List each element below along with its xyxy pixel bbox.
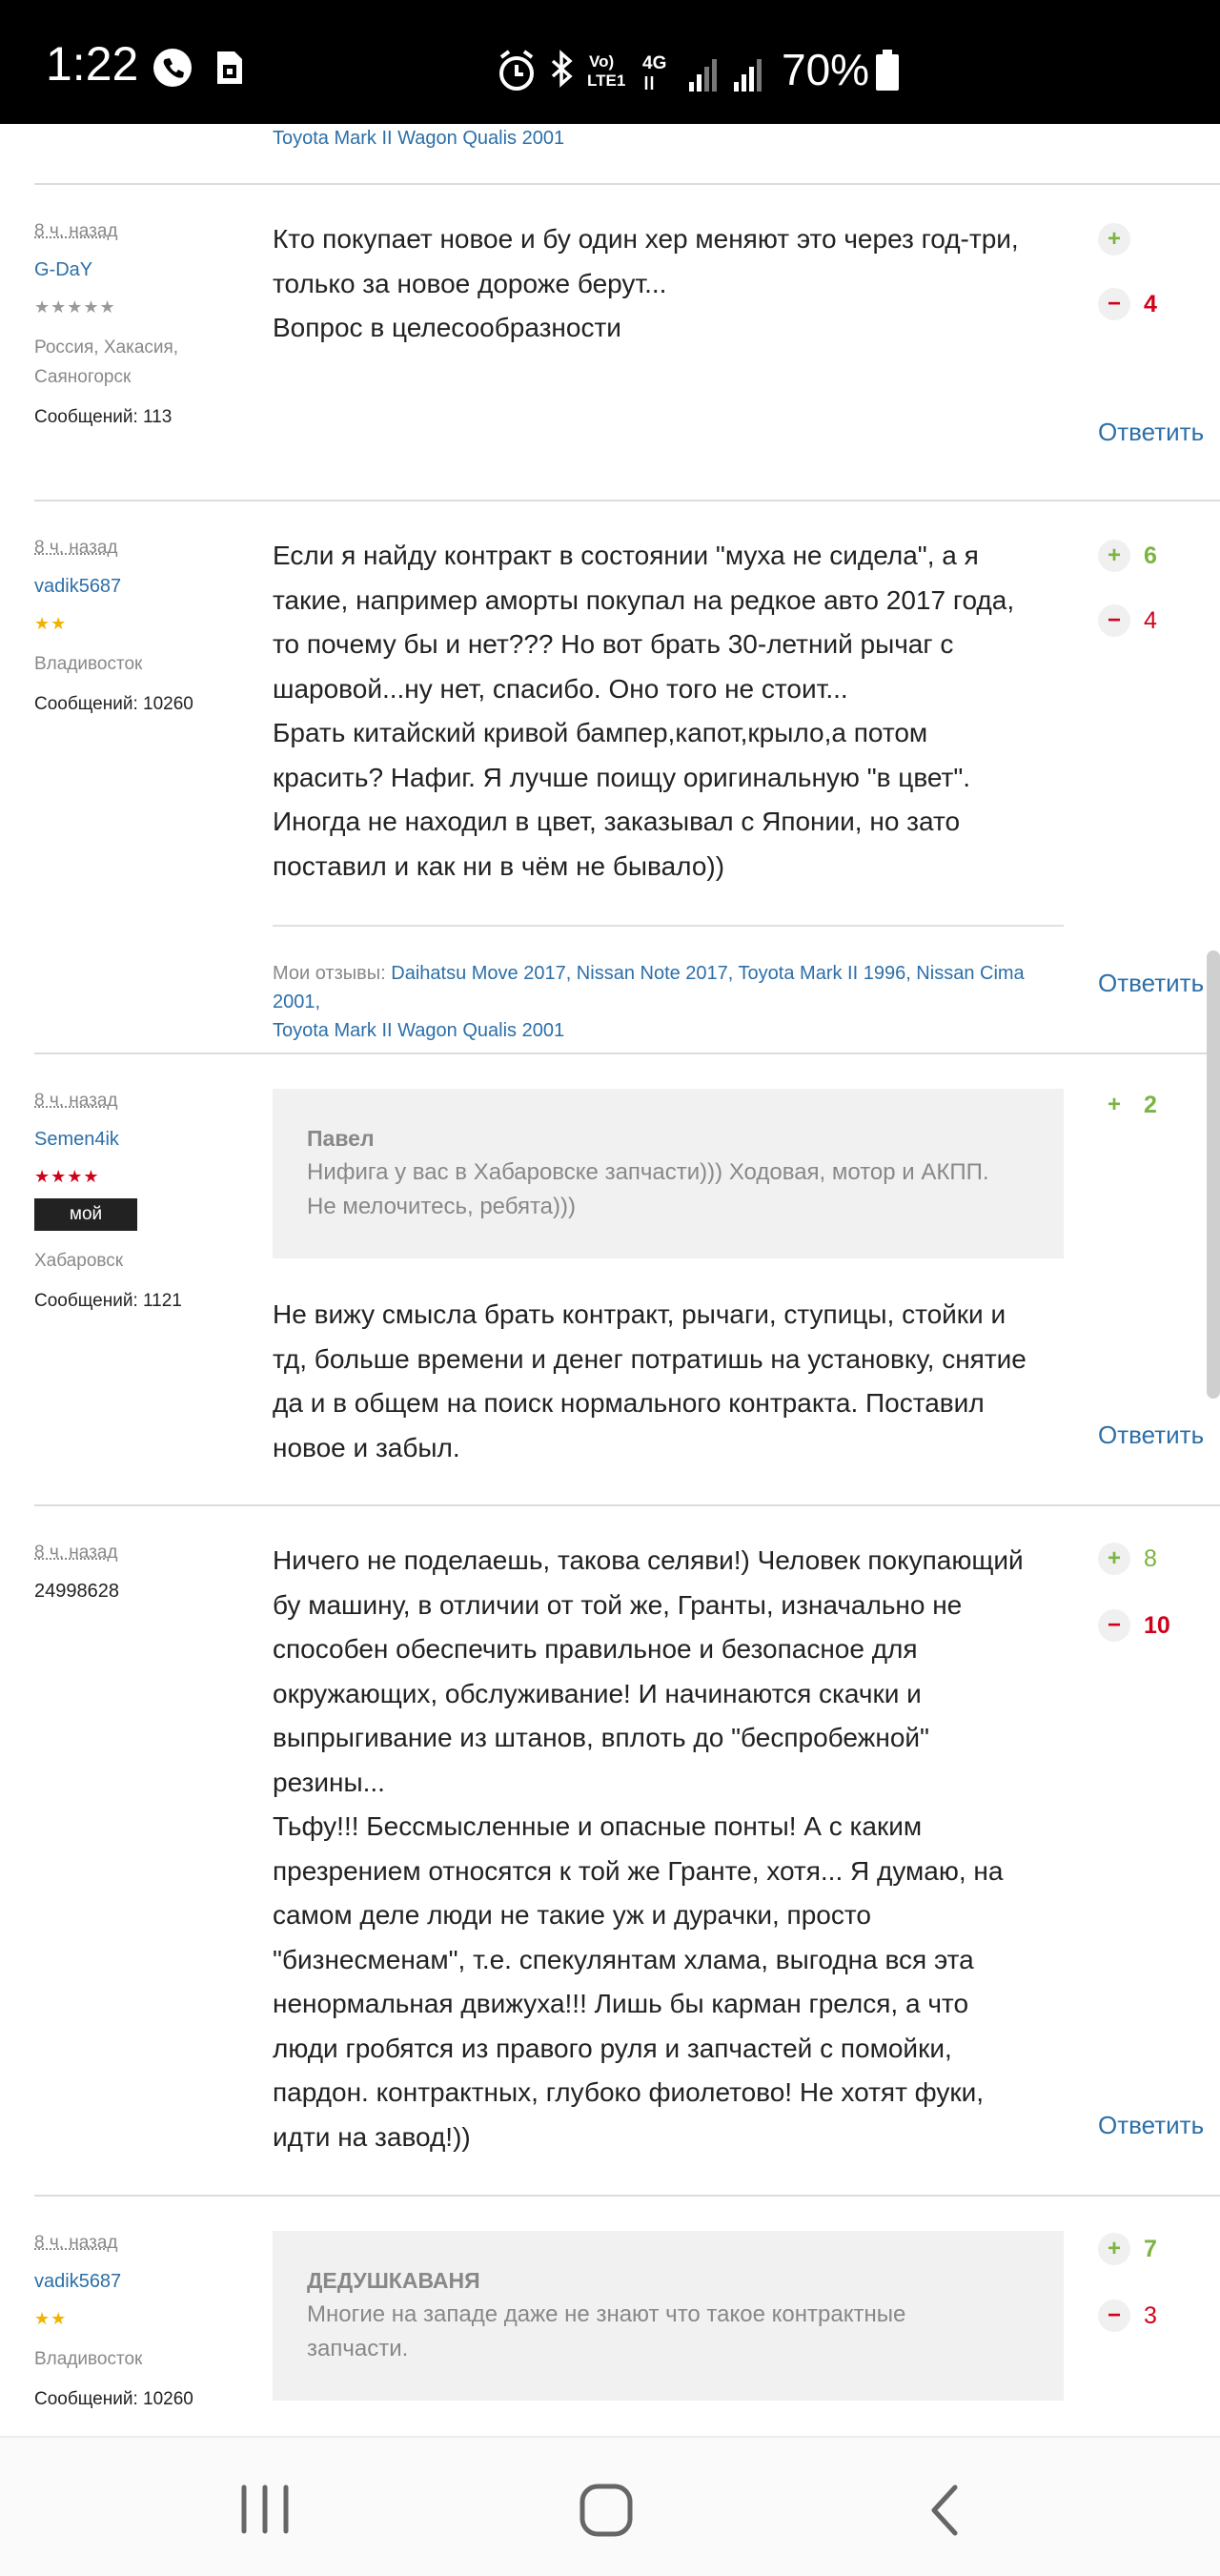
downvote-count: 10	[1144, 1612, 1170, 1639]
battery-icon	[875, 50, 900, 92]
message-count: Сообщений: 10260	[34, 2389, 193, 2409]
divider	[34, 1053, 1220, 1054]
home-icon[interactable]	[568, 2472, 644, 2548]
author-location: Владивосток	[34, 654, 143, 674]
downvote-count: 3	[1144, 2302, 1157, 2329]
svg-text:LTE1: LTE1	[587, 72, 626, 90]
reviews-divider	[273, 925, 1064, 927]
comment-time[interactable]: 8 ч. назад	[34, 1091, 118, 1111]
status-bar	[0, 0, 1220, 124]
message-count: Сообщений: 10260	[34, 694, 193, 714]
my-reviews	[273, 959, 1064, 1045]
upvote-count: 8	[1144, 1545, 1157, 1572]
divider	[34, 2195, 1220, 2197]
comment-text: Кто покупает новое и бу один хер меняют это через год-три, только за новое дороже берут... Вопрос в целесообразности	[273, 224, 1019, 342]
plus-icon[interactable]: +	[1098, 2233, 1130, 2265]
plus-icon[interactable]: +	[1098, 223, 1130, 256]
battery-percent: 70%	[782, 45, 870, 94]
downvote[interactable]	[1098, 2300, 1212, 2334]
quote-block	[273, 1089, 1064, 1258]
quote-text: Нифига у вас в Хабаровске запчасти))) Ходовая, мотор и АКПП. Не мелочитесь, ребята)))	[307, 1159, 989, 1219]
divider	[34, 500, 1220, 501]
sim-card-icon	[210, 48, 250, 88]
scrollbar[interactable]	[1207, 951, 1220, 1399]
quote-text: Многие на западе даже не знают что такое контрактные запчасти.	[307, 2301, 906, 2361]
signal-2-icon	[734, 59, 762, 92]
divider	[34, 1504, 1220, 1506]
rating-stars: ★★	[34, 2309, 68, 2328]
comment-meta	[34, 2233, 244, 2410]
comment-meta	[34, 221, 244, 428]
comment-time[interactable]: 8 ч. назад	[34, 1543, 118, 1563]
reply-button[interactable]: Ответить	[1098, 2111, 1205, 2139]
author-link[interactable]: vadik5687	[34, 2271, 122, 2292]
reply-button[interactable]: Ответить	[1098, 1421, 1205, 1449]
plus-icon[interactable]: +	[1107, 1092, 1121, 1117]
reviews-links[interactable]: Daihatsu Move 2017, Nissan Note 2017, Toyota Mark II 1996, Nissan Cima 2001,	[273, 963, 1025, 1012]
message-count: Сообщений: 1121	[34, 1291, 182, 1311]
alarm-icon	[501, 51, 532, 89]
comment-time[interactable]: 8 ч. назад	[34, 221, 118, 241]
downvote[interactable]	[1098, 1609, 1212, 1644]
upvote[interactable]	[1098, 1543, 1212, 1577]
author-name: 24998628	[34, 1581, 119, 1602]
minus-icon[interactable]: −	[1098, 1609, 1130, 1642]
quote-author: ДЕДУШКАВАНЯ	[307, 2268, 480, 2293]
svg-text:4G: 4G	[642, 53, 667, 73]
reviews-links[interactable]: Toyota Mark II Wagon Qualis 2001	[273, 1020, 565, 1041]
reviews-links[interactable]: Toyota Mark II Wagon Qualis 2001	[273, 128, 565, 149]
reply-button[interactable]: Ответить	[1098, 969, 1205, 997]
my-badge: мой	[34, 1198, 137, 1231]
upvote[interactable]	[1098, 1089, 1212, 1123]
plus-icon[interactable]: +	[1098, 540, 1130, 572]
quote-author: Павел	[307, 1126, 375, 1151]
downvote-count: 4	[1144, 607, 1157, 634]
comment-text: Ничего не поделаешь, такова селяви!) Человек покупающий бу машину, в отличии от той же, Гранты, изначально не способен обеспечить правильное и безопасное для окружающих, обслуживание! И начинаются скачки и выпрыгивание из штанов, вплоть до "беспробежной" резины... Тьфу!!! Бессмысленные и опасные понты! А с каким презрением относятся к той же Гранте, хотя... Я думаю, на самом деле люди не такие уж и дурачки, просто "бизнесменам", т.е. спекулянтам хлама, выгодна вся эта ненормальная движуха!!! Лишь бы карман грелся, а что люди гробятся из правого руля и запчастей с помойки, пардон. контрактных, глубоко фиолетово! Не хотят фуки, идти на завод!))	[273, 1545, 1024, 2152]
minus-icon[interactable]: −	[1098, 604, 1130, 637]
status-time: 1:22	[46, 37, 139, 91]
upvote-count: 6	[1144, 542, 1157, 569]
reply-button[interactable]: Ответить	[1098, 418, 1205, 446]
recent-apps-icon[interactable]	[227, 2472, 303, 2548]
author-link[interactable]: Semen4ik	[34, 1129, 119, 1150]
rating-stars: ★★★★★	[34, 297, 116, 317]
downvote-count: 4	[1144, 291, 1157, 317]
upvote-count: 2	[1144, 1092, 1157, 1118]
upvote[interactable]	[1098, 540, 1212, 574]
divider	[34, 183, 1220, 185]
call-icon	[152, 48, 193, 88]
navigation-bar	[0, 2436, 1220, 2576]
minus-icon[interactable]: −	[1098, 288, 1130, 320]
rating-stars: ★★★★	[34, 1167, 100, 1186]
plus-icon[interactable]: +	[1098, 1543, 1130, 1575]
comment-text: Если я найду контракт в состоянии "муха не сидела", а я такие, например аморты покупал на редкое авто 2017 года, то почему бы и нет??? Но вот брать 30-летний рычаг с шаровой...ну нет, спасибо. Оно того не стоит... Брать китайский кривой бампер,капот,крыло,а потом красить? Нафиг. Я лучше поищу оригинальную "в цвет". Иногда не находил в цвет, заказывал с Японии, но зато поставил и как ни в чём не бывало))	[273, 541, 1015, 881]
reviews-label: Мои отзывы:	[273, 963, 386, 984]
downvote[interactable]	[1098, 604, 1212, 639]
rating-stars: ★★	[34, 614, 68, 633]
author-location: Владивосток	[34, 2349, 143, 2369]
signal-1-icon	[689, 59, 717, 92]
author-link[interactable]: vadik5687	[34, 576, 122, 597]
upvote[interactable]	[1098, 2233, 1212, 2267]
author-location: Хабаровск	[34, 1251, 124, 1271]
comments-feed	[0, 124, 1220, 2436]
message-count: Сообщений: 113	[34, 407, 173, 427]
comment-text: Не вижу смысла брать контракт, рычаги, ступицы, стойки и тд, больше времени и денег потратишь на установку, снятие да и в общем на поиск нормального контракта. Поставил новое и забыл.	[273, 1299, 1027, 1462]
svg-text:Vo): Vo)	[589, 52, 615, 71]
downvote[interactable]	[1098, 288, 1212, 322]
comment-meta	[34, 538, 244, 715]
quote-block	[273, 2231, 1064, 2401]
author-location: Россия, Хакасия, Саяногорск	[34, 337, 179, 387]
comment-time[interactable]: 8 ч. назад	[34, 2233, 118, 2253]
comment-meta	[34, 1091, 244, 1312]
upvote[interactable]	[1098, 223, 1212, 257]
author-link[interactable]: G-DaY	[34, 259, 93, 280]
upvote-count: 7	[1144, 2236, 1157, 2262]
back-icon[interactable]	[907, 2472, 984, 2548]
comment-time[interactable]: 8 ч. назад	[34, 538, 118, 558]
comment-meta	[34, 1543, 244, 1603]
bluetooth-icon	[553, 53, 570, 84]
minus-icon[interactable]: −	[1098, 2300, 1130, 2332]
status-icons	[494, 46, 780, 97]
